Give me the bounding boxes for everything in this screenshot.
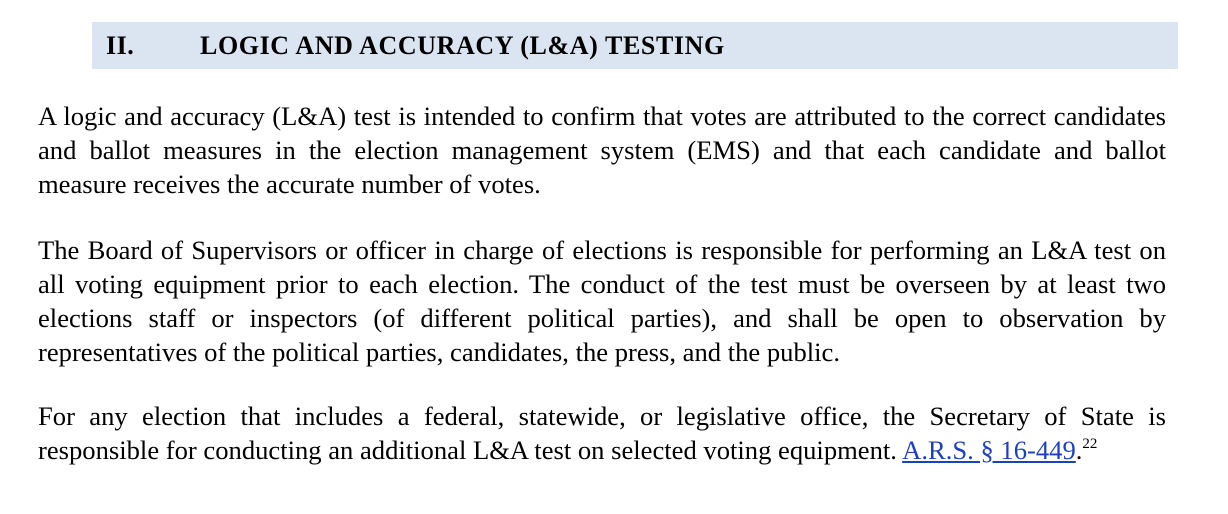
section-heading xyxy=(92,22,1178,69)
paragraph-board-responsibility: The Board of Supervisors or officer in charge of elections is responsible for performing an L&A test on all voting equipment prior to each election. The conduct of the test must be overseen by at least two elections staff or inspectors (of different political parties), and shall be open to observation by representatives of the political parties, candidates, the press, and the public. xyxy=(38,235,1166,367)
paragraph-secretary-text: For any election that includes a federal, statewide, or legislative office, the Secretary of State is responsible for conducting an additional L&A test on selected voting equipment. xyxy=(38,401,1166,465)
paragraph-secretary-of-state xyxy=(38,399,1166,467)
footnote-marker[interactable]: 22 xyxy=(1082,436,1098,452)
section-number: II. xyxy=(106,31,135,60)
section-title: LOGIC AND ACCURACY (L&A) TESTING xyxy=(200,31,725,60)
citation-period: . xyxy=(1075,435,1083,465)
paragraph-la-test-definition: A logic and accuracy (L&A) test is intended to confirm that votes are attributed to the correct candidates and ballot measures in the election management system (EMS) and that each candidate and ballot measure receives the accurate number of votes. xyxy=(38,101,1166,199)
statute-citation-link[interactable]: A.R.S. § 16-449 xyxy=(902,435,1076,465)
